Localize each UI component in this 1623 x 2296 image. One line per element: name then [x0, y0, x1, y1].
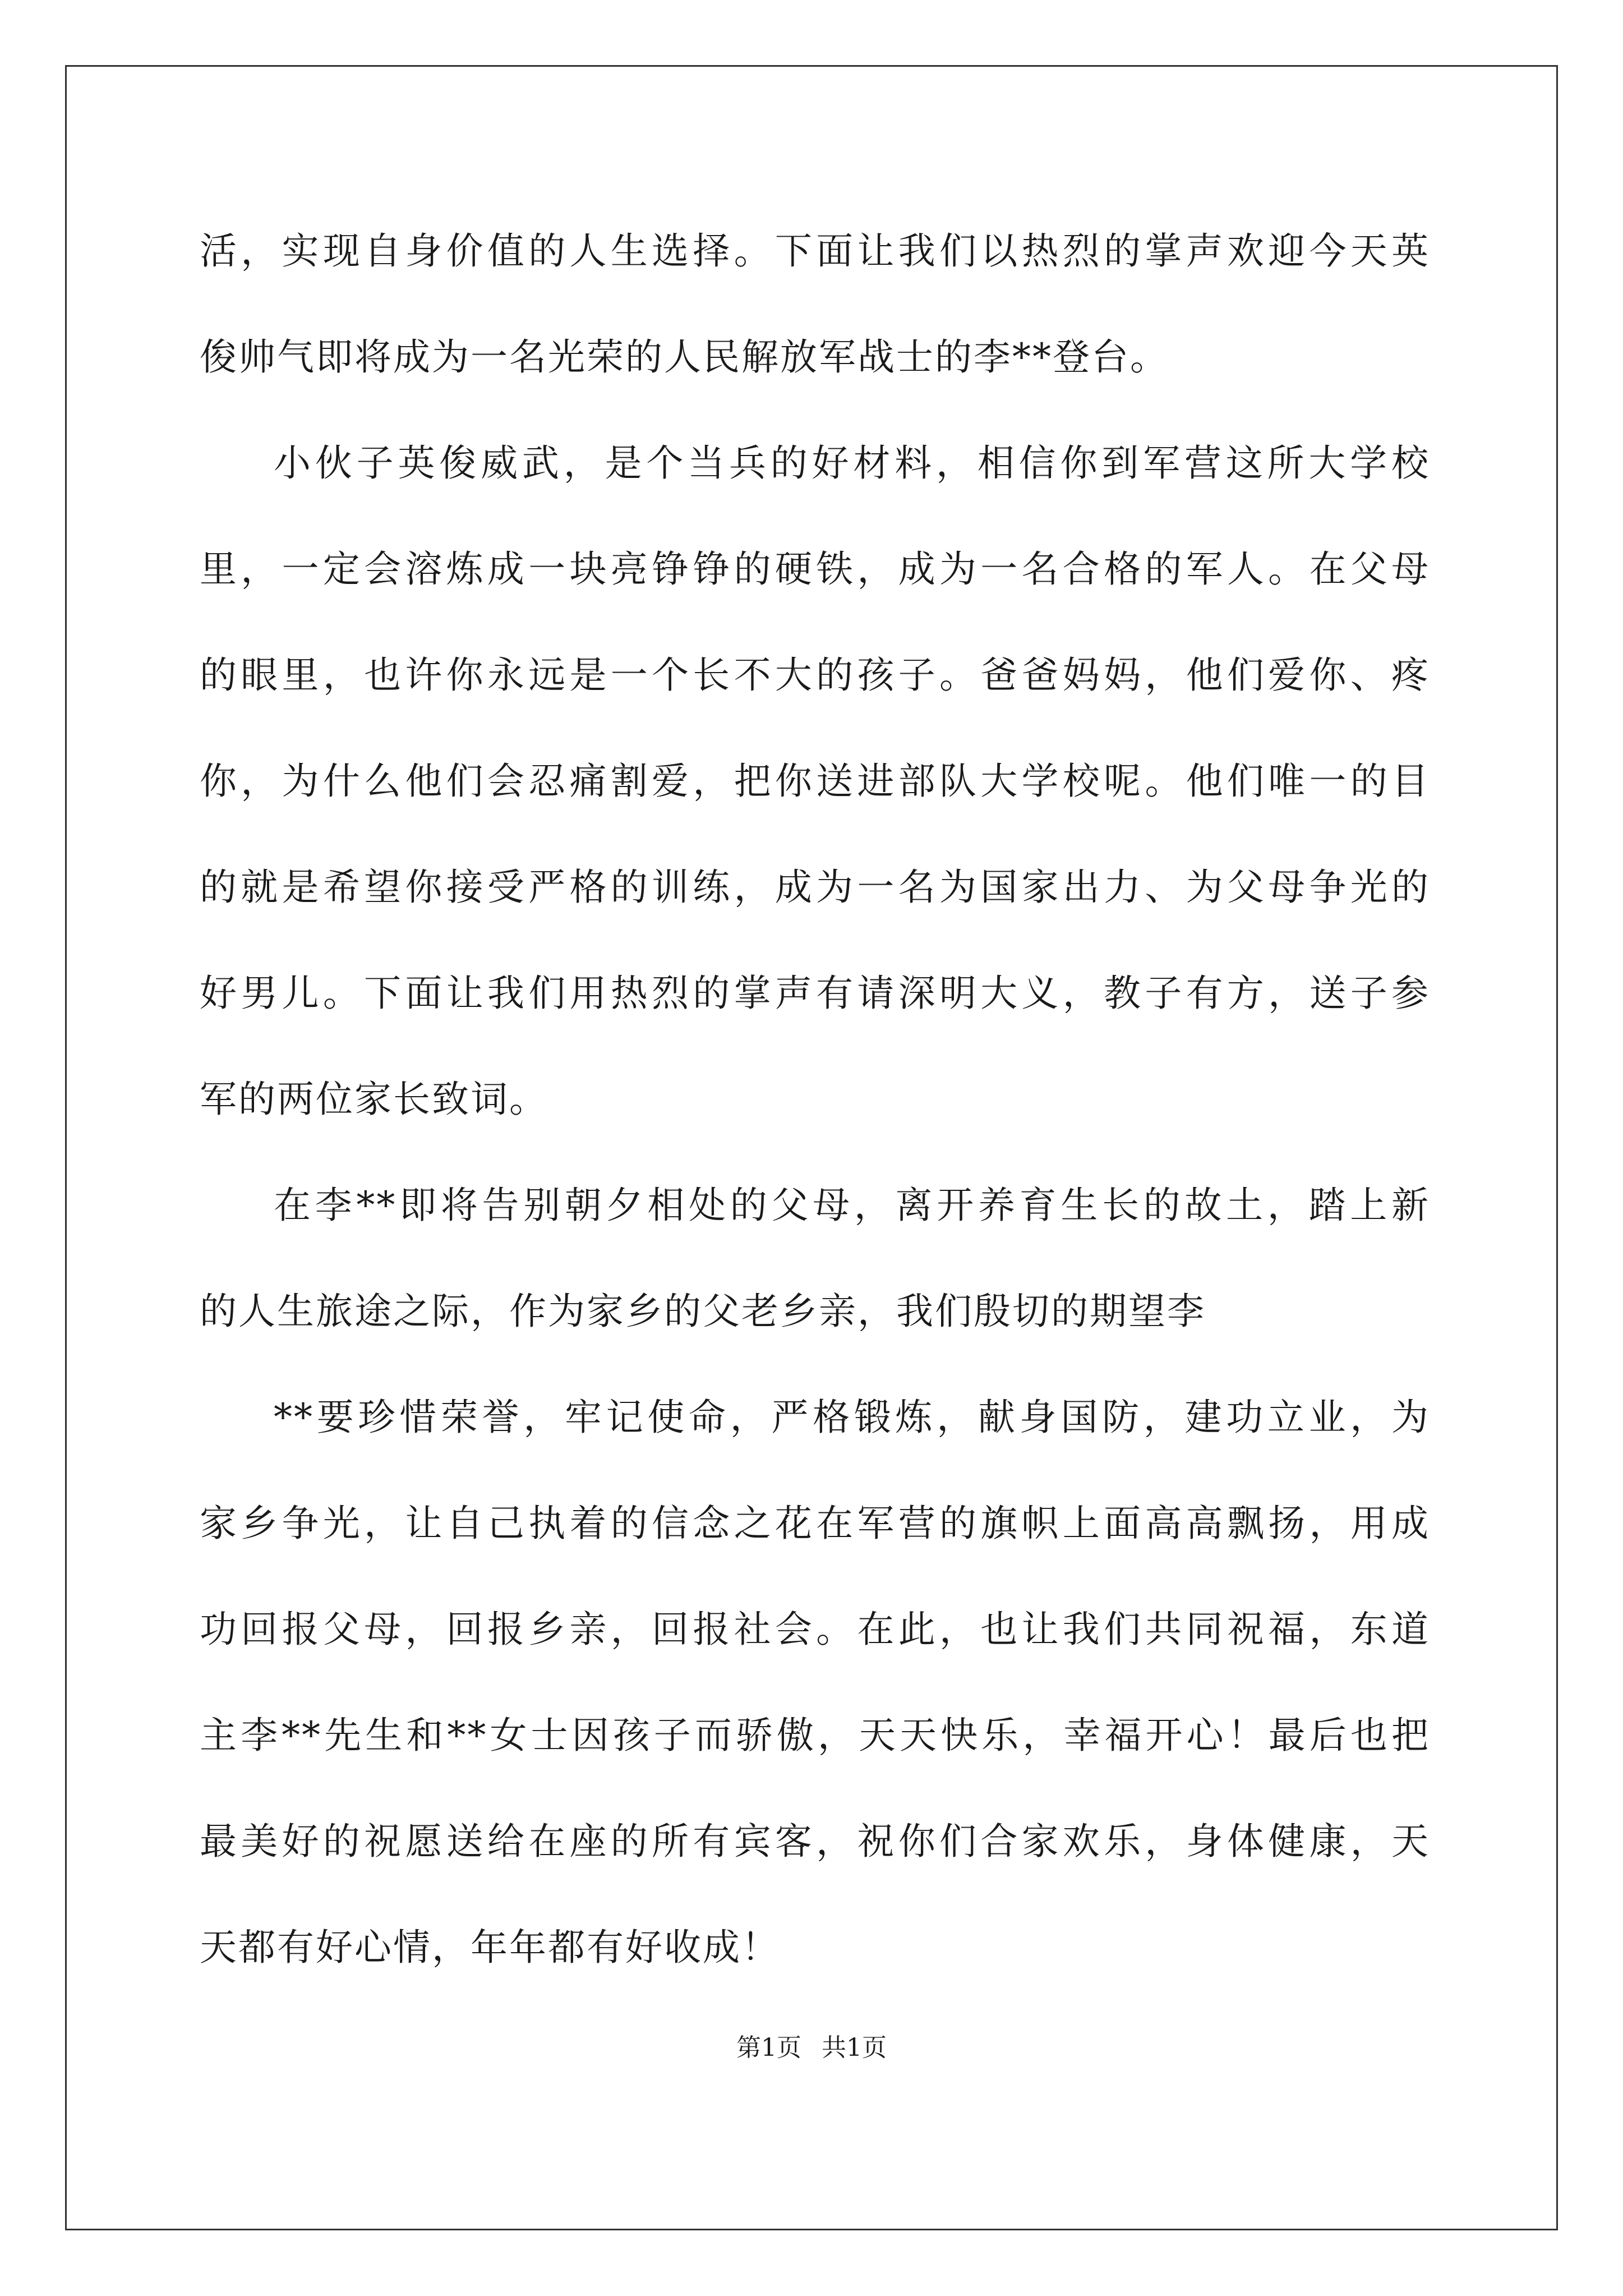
page-number: 第1页	[736, 2033, 801, 2062]
text-line: 好男儿。下面让我们用热烈的掌声有请深明大义，教子有方，送子参	[200, 972, 1430, 1015]
text-line: 家乡争光，让自己执着的信念之花在军营的旗帜上面高高飘扬，用成	[200, 1502, 1430, 1545]
text-line: 你，为什么他们会忍痛割爱，把你送进部队大学校呢。他们唯一的目	[200, 760, 1430, 803]
text-line: 最美好的祝愿送给在座的所有宾客，祝你们合家欢乐，身体健康，天	[200, 1820, 1430, 1863]
text-line: 小伙子英俊威武，是个当兵的好材料，相信你到军营这所大学校	[274, 441, 1430, 485]
text-line: 的眼里，也许你永远是一个长不大的孩子。爸爸妈妈，他们爱你、疼	[200, 654, 1430, 697]
page-total: 共1页	[822, 2033, 887, 2062]
text-line: 军的两位家长致词。	[200, 1078, 548, 1121]
text-line: 主李**先生和**女士因孩子而骄傲，天天快乐，幸福开心！最后也把	[200, 1714, 1430, 1757]
text-line: 俊帅气即将成为一名光荣的人民解放军战士的李**登台。	[200, 335, 1169, 379]
text-line: 的就是希望你接受严格的训练，成为一名为国家出力、为父母争光的	[200, 866, 1430, 909]
text-line: 里，一定会溶炼成一块亮铮铮的硬铁，成为一名合格的军人。在父母	[200, 547, 1430, 591]
text-line: **要珍惜荣誉，牢记使命，严格锻炼，献身国防，建功立业，为	[274, 1396, 1430, 1439]
text-line: 功回报父母，回报乡亲，回报社会。在此，也让我们共同祝福，东道	[200, 1608, 1430, 1651]
document-body	[200, 198, 1430, 2000]
text-line: 天都有好心情，年年都有好收成！	[200, 1926, 780, 1969]
text-line: 活，实现自身价值的人生选择。下面让我们以热烈的掌声欢迎今天英	[200, 229, 1430, 273]
text-line: 在李**即将告别朝夕相处的父母，离开养育生长的故土，踏上新	[274, 1184, 1430, 1227]
text-line: 的人生旅途之际，作为家乡的父老乡亲，我们殷切的期望李	[200, 1290, 1206, 1333]
page-footer	[0, 2027, 1623, 2063]
